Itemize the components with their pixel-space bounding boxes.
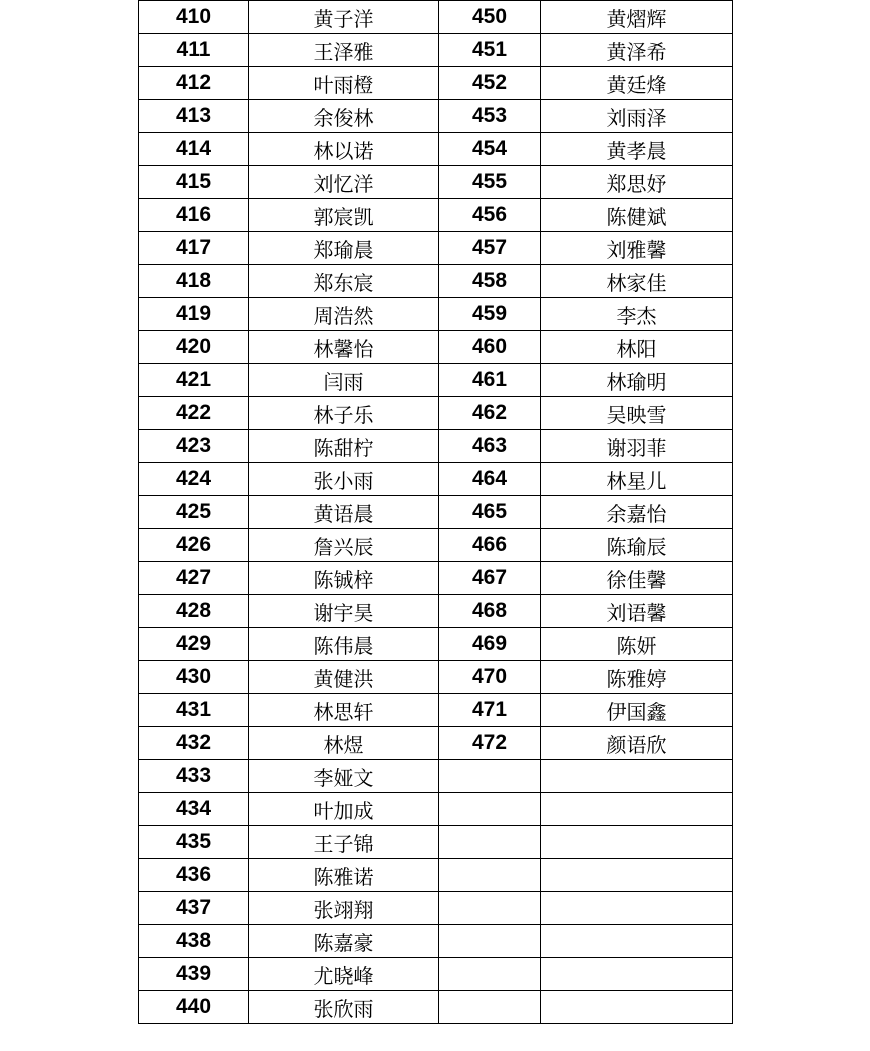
student-name-cell: 徐佳馨 xyxy=(541,562,733,595)
table-row xyxy=(139,265,733,298)
student-name-cell: 伊国鑫 xyxy=(541,694,733,727)
table-row xyxy=(139,760,733,793)
student-name-cell: 闫雨 xyxy=(249,364,439,397)
student-name-cell: 谢宇昊 xyxy=(249,595,439,628)
student-name-cell: 张小雨 xyxy=(249,463,439,496)
student-name-cell: 林馨怡 xyxy=(249,331,439,364)
student-number-cell: 422 xyxy=(139,397,249,430)
student-number-cell: 469 xyxy=(439,628,541,661)
table-row xyxy=(139,331,733,364)
student-name-cell xyxy=(541,925,733,958)
student-number-cell: 450 xyxy=(439,1,541,34)
student-name-cell: 林思轩 xyxy=(249,694,439,727)
student-number-cell: 435 xyxy=(139,826,249,859)
student-number-cell: 421 xyxy=(139,364,249,397)
student-number-cell: 427 xyxy=(139,562,249,595)
student-number-cell: 454 xyxy=(439,133,541,166)
student-name-cell: 陈妍 xyxy=(541,628,733,661)
student-number-cell: 423 xyxy=(139,430,249,463)
roster-table xyxy=(138,0,733,1024)
student-name-cell: 刘语馨 xyxy=(541,595,733,628)
student-number-cell: 438 xyxy=(139,925,249,958)
student-name-cell: 颜语欣 xyxy=(541,727,733,760)
student-name-cell: 陈铖梓 xyxy=(249,562,439,595)
student-number-cell: 459 xyxy=(439,298,541,331)
student-name-cell xyxy=(541,826,733,859)
student-name-cell: 刘忆洋 xyxy=(249,166,439,199)
roster-body xyxy=(139,1,733,1024)
student-number-cell: 437 xyxy=(139,892,249,925)
student-number-cell xyxy=(439,859,541,892)
student-name-cell: 郑思妤 xyxy=(541,166,733,199)
student-number-cell: 467 xyxy=(439,562,541,595)
student-name-cell xyxy=(541,859,733,892)
student-name-cell: 郭宸凯 xyxy=(249,199,439,232)
student-name-cell: 黄健洪 xyxy=(249,661,439,694)
student-number-cell: 416 xyxy=(139,199,249,232)
table-row xyxy=(139,892,733,925)
table-row xyxy=(139,628,733,661)
table-row xyxy=(139,496,733,529)
table-row xyxy=(139,463,733,496)
student-number-cell: 417 xyxy=(139,232,249,265)
table-row xyxy=(139,727,733,760)
student-name-cell: 黄孝晨 xyxy=(541,133,733,166)
student-number-cell: 412 xyxy=(139,67,249,100)
student-number-cell: 436 xyxy=(139,859,249,892)
student-name-cell xyxy=(541,892,733,925)
student-name-cell: 余嘉怡 xyxy=(541,496,733,529)
table-row xyxy=(139,1,733,34)
student-number-cell: 457 xyxy=(439,232,541,265)
student-name-cell: 林家佳 xyxy=(541,265,733,298)
student-name-cell: 吴映雪 xyxy=(541,397,733,430)
table-row xyxy=(139,133,733,166)
student-name-cell: 张翊翔 xyxy=(249,892,439,925)
student-number-cell: 419 xyxy=(139,298,249,331)
student-name-cell: 张欣雨 xyxy=(249,991,439,1024)
student-number-cell: 413 xyxy=(139,100,249,133)
student-name-cell: 黄廷烽 xyxy=(541,67,733,100)
table-row xyxy=(139,199,733,232)
student-number-cell: 462 xyxy=(439,397,541,430)
student-name-cell: 陈甜柠 xyxy=(249,430,439,463)
student-number-cell xyxy=(439,925,541,958)
student-number-cell xyxy=(439,958,541,991)
student-name-cell: 林子乐 xyxy=(249,397,439,430)
student-name-cell: 叶加成 xyxy=(249,793,439,826)
table-row xyxy=(139,166,733,199)
student-number-cell: 426 xyxy=(139,529,249,562)
student-number-cell: 468 xyxy=(439,595,541,628)
student-number-cell: 410 xyxy=(139,1,249,34)
student-name-cell: 林星儿 xyxy=(541,463,733,496)
student-name-cell: 林阳 xyxy=(541,331,733,364)
student-number-cell: 429 xyxy=(139,628,249,661)
student-number-cell: 466 xyxy=(439,529,541,562)
student-number-cell: 456 xyxy=(439,199,541,232)
table-row xyxy=(139,298,733,331)
table-row xyxy=(139,67,733,100)
student-number-cell: 439 xyxy=(139,958,249,991)
table-row xyxy=(139,793,733,826)
student-name-cell: 王子锦 xyxy=(249,826,439,859)
student-name-cell: 刘雨泽 xyxy=(541,100,733,133)
student-number-cell: 455 xyxy=(439,166,541,199)
table-row xyxy=(139,991,733,1024)
student-name-cell: 黄熠辉 xyxy=(541,1,733,34)
student-name-cell: 尤晓峰 xyxy=(249,958,439,991)
table-row xyxy=(139,232,733,265)
student-number-cell: 418 xyxy=(139,265,249,298)
student-name-cell xyxy=(541,958,733,991)
student-name-cell: 黄语晨 xyxy=(249,496,439,529)
student-name-cell: 陈雅诺 xyxy=(249,859,439,892)
student-number-cell: 471 xyxy=(439,694,541,727)
student-name-cell: 李娅文 xyxy=(249,760,439,793)
student-number-cell: 461 xyxy=(439,364,541,397)
student-name-cell: 詹兴辰 xyxy=(249,529,439,562)
table-row xyxy=(139,562,733,595)
table-row xyxy=(139,529,733,562)
student-number-cell: 428 xyxy=(139,595,249,628)
student-number-cell xyxy=(439,826,541,859)
student-name-cell xyxy=(541,760,733,793)
student-number-cell: 453 xyxy=(439,100,541,133)
student-name-cell: 黄子洋 xyxy=(249,1,439,34)
table-row xyxy=(139,595,733,628)
student-name-cell: 黄泽希 xyxy=(541,34,733,67)
student-number-cell: 460 xyxy=(439,331,541,364)
table-row xyxy=(139,925,733,958)
student-number-cell: 472 xyxy=(439,727,541,760)
student-number-cell xyxy=(439,760,541,793)
table-row xyxy=(139,859,733,892)
student-number-cell: 430 xyxy=(139,661,249,694)
student-name-cell: 刘雅馨 xyxy=(541,232,733,265)
table-row xyxy=(139,694,733,727)
student-number-cell: 431 xyxy=(139,694,249,727)
student-name-cell: 陈健斌 xyxy=(541,199,733,232)
student-name-cell: 林煜 xyxy=(249,727,439,760)
student-number-cell: 470 xyxy=(439,661,541,694)
student-name-cell: 郑东宸 xyxy=(249,265,439,298)
student-name-cell: 陈瑜辰 xyxy=(541,529,733,562)
student-number-cell: 424 xyxy=(139,463,249,496)
student-number-cell: 434 xyxy=(139,793,249,826)
student-number-cell xyxy=(439,991,541,1024)
table-row xyxy=(139,958,733,991)
table-row xyxy=(139,100,733,133)
student-number-cell: 414 xyxy=(139,133,249,166)
table-row xyxy=(139,826,733,859)
student-number-cell: 420 xyxy=(139,331,249,364)
student-number-cell: 415 xyxy=(139,166,249,199)
student-name-cell xyxy=(541,991,733,1024)
student-name-cell: 李杰 xyxy=(541,298,733,331)
student-number-cell: 458 xyxy=(439,265,541,298)
student-number-cell xyxy=(439,892,541,925)
student-name-cell: 陈雅婷 xyxy=(541,661,733,694)
student-number-cell: 465 xyxy=(439,496,541,529)
student-name-cell: 王泽雅 xyxy=(249,34,439,67)
student-name-cell: 林瑜明 xyxy=(541,364,733,397)
student-number-cell xyxy=(439,793,541,826)
student-number-cell: 463 xyxy=(439,430,541,463)
student-name-cell: 陈嘉豪 xyxy=(249,925,439,958)
student-name-cell xyxy=(541,793,733,826)
student-name-cell: 林以诺 xyxy=(249,133,439,166)
student-number-cell: 451 xyxy=(439,34,541,67)
student-name-cell: 叶雨橙 xyxy=(249,67,439,100)
table-row xyxy=(139,364,733,397)
table-row xyxy=(139,397,733,430)
table-row xyxy=(139,34,733,67)
student-number-cell: 452 xyxy=(439,67,541,100)
student-name-cell: 陈伟晨 xyxy=(249,628,439,661)
student-name-cell: 郑瑜晨 xyxy=(249,232,439,265)
student-number-cell: 425 xyxy=(139,496,249,529)
student-name-cell: 谢羽菲 xyxy=(541,430,733,463)
table-row xyxy=(139,430,733,463)
student-number-cell: 411 xyxy=(139,34,249,67)
student-name-cell: 周浩然 xyxy=(249,298,439,331)
student-number-cell: 440 xyxy=(139,991,249,1024)
table-row xyxy=(139,661,733,694)
student-number-cell: 433 xyxy=(139,760,249,793)
student-number-cell: 464 xyxy=(439,463,541,496)
student-name-cell: 余俊林 xyxy=(249,100,439,133)
student-number-cell: 432 xyxy=(139,727,249,760)
